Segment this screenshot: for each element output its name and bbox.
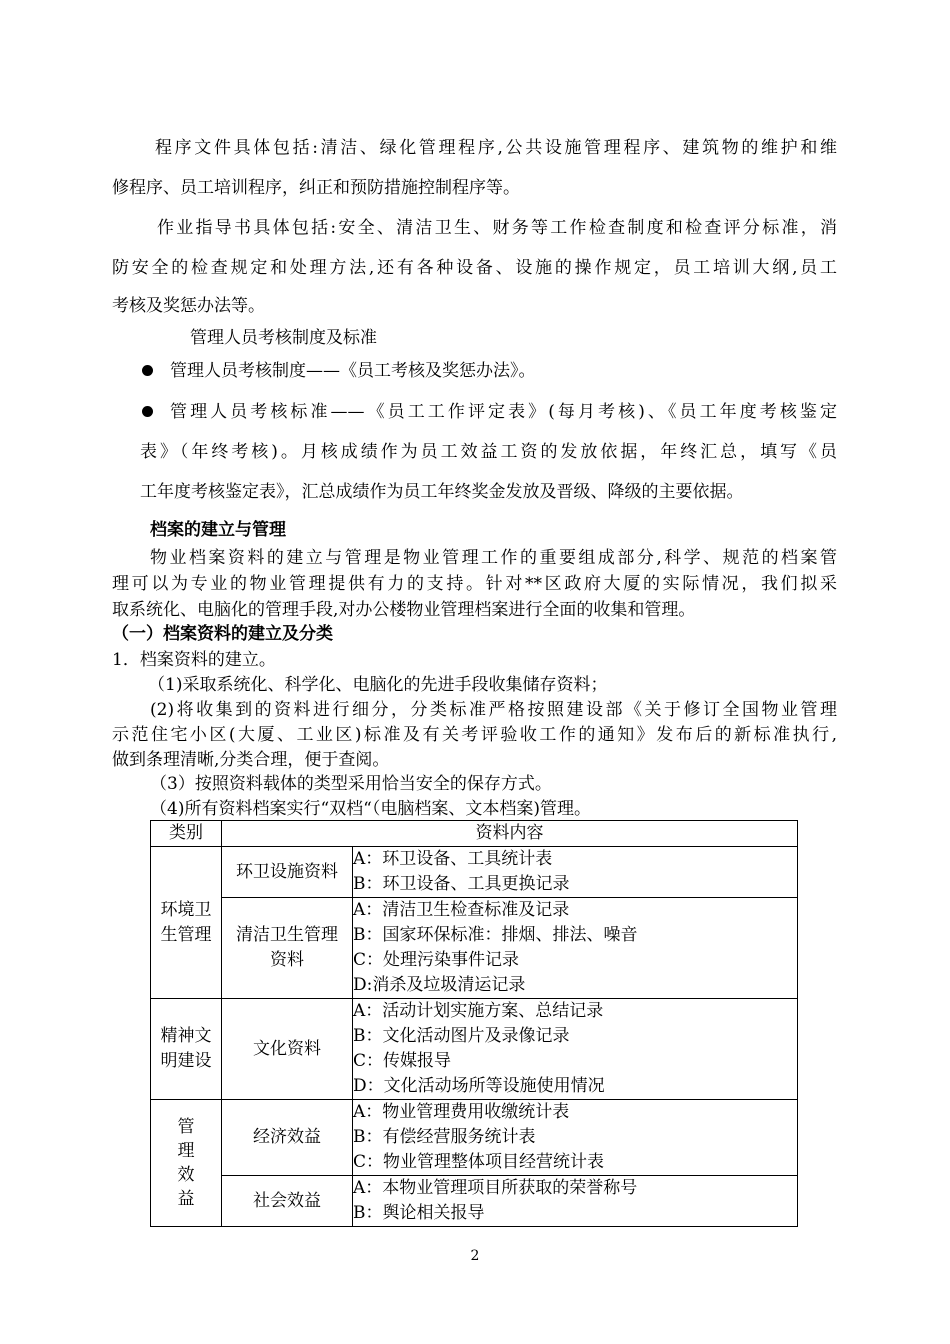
category-line: 明建设 — [160, 1051, 212, 1071]
paragraph-procedure-line1: 程序文件具体包括:清洁、绿化管理程序,公共设施管理程序、建筑物的维护和维 — [155, 138, 837, 158]
heading-archive: 档案的建立与管理 — [150, 520, 286, 540]
table-category-cell — [151, 847, 222, 999]
sub-line: 文化资料 — [253, 1038, 321, 1059]
table-items-cell — [353, 999, 798, 1100]
list-item: B：文化活动图片及录像记录 — [353, 1026, 570, 1046]
table-header-content: 资料内容 — [222, 821, 798, 847]
paragraph-guide-line2: 防安全的检查规定和处理方法,还有各种设备、设施的操作规定，员工培训大纲,员工 — [112, 258, 837, 278]
table-row — [151, 898, 798, 999]
paragraph-archive-line3: 取系统化、电脑化的管理手段,对办公楼物业管理档案进行全面的收集和管理。 — [112, 600, 696, 620]
paragraph-archive-line2: 理可以为专业的物业管理提供有力的支持。针对**区政府大厦的实际情况，我们拟采 — [112, 574, 837, 594]
bullet-dot-icon — [142, 406, 153, 417]
heading-exam-system: 管理人员考核制度及标准 — [190, 328, 377, 348]
sub-line: 清洁卫生管理 — [236, 925, 338, 945]
sub-line: 经济效益 — [253, 1127, 321, 1147]
list-item: C：物业管理整体项目经营统计表 — [353, 1152, 605, 1172]
table-items-cell — [353, 1100, 798, 1176]
category-line: 生管理 — [160, 924, 212, 945]
archive-table — [150, 820, 798, 1227]
category-vertical-text — [176, 1115, 196, 1211]
table-items-cell — [353, 847, 798, 898]
sub-item-2-line1: (2)将收集到的资料进行细分，分类标准严格按照建设部《关于修订全国物业管理 — [150, 700, 837, 720]
category-char: 管 — [177, 1116, 195, 1137]
table-items-cell — [353, 1176, 798, 1227]
bullet-item-1: 管理人员考核制度——《员工考核及奖惩办法》。 — [170, 361, 536, 381]
table-items-cell — [353, 898, 798, 999]
table-category-cell — [151, 1100, 222, 1227]
category-line: 环境卫 — [160, 899, 212, 920]
list-item-1: 1．档案资料的建立。 — [112, 650, 276, 670]
page-number: 2 — [470, 1248, 480, 1264]
list-item: D：文化活动场所等设施使用情况 — [353, 1076, 605, 1096]
sub-item-1: （1)采取系统化、科学化、电脑化的先进手段收集储存资料； — [148, 675, 608, 695]
bullet-dot-icon — [142, 365, 153, 376]
category-char: 效 — [177, 1164, 195, 1185]
category-char: 理 — [177, 1140, 195, 1161]
paragraph-archive-line1: 物业档案资料的建立与管理是物业管理工作的重要组成部分,科学、规范的档案管 — [150, 548, 837, 568]
list-item: B：环卫设备、工具更换记录 — [353, 874, 570, 894]
table-sub-cell — [222, 999, 353, 1100]
table-category-cell — [151, 999, 222, 1100]
table-sub-cell — [222, 898, 353, 999]
list-item: C：传媒报导 — [353, 1051, 452, 1071]
list-item: B：有偿经营服务统计表 — [353, 1127, 536, 1147]
table-row — [151, 847, 798, 898]
sub-item-3: （3）按照资料载体的类型采用恰当安全的保存方式。 — [150, 774, 552, 794]
table-sub-cell — [222, 1176, 353, 1227]
category-line: 精神文 — [160, 1026, 212, 1046]
sub-line: 环卫设施资料 — [236, 861, 338, 882]
table-header-row — [151, 821, 798, 847]
sub-item-2-line3: 做到条理清晰,分类合理，便于查阅。 — [112, 750, 390, 770]
bullet-item-2-line3: 工年度考核鉴定表》，汇总成绩作为员工年终奖金发放及晋级、降级的主要依据。 — [140, 482, 744, 502]
sub-line: 社会效益 — [253, 1190, 321, 1211]
table-row — [151, 1100, 798, 1176]
list-item: A：活动计划实施方案、总结记录 — [353, 1001, 604, 1021]
paragraph-procedure-line2: 修程序、员工培训程序，纠正和预防措施控制程序等。 — [112, 178, 520, 198]
paragraph-guide-line1: 作业指导书具体包括:安全、清洁卫生、财务等工作检查制度和检查评分标准，消 — [157, 218, 837, 238]
list-item: A：清洁卫生检查标准及记录 — [353, 900, 570, 920]
list-item: D:消杀及垃圾清运记录 — [353, 975, 526, 995]
sub-line: 资料 — [270, 950, 304, 970]
section-heading-archive-classification: （一）档案资料的建立及分类 — [112, 624, 333, 644]
list-item: C：处理污染事件记录 — [353, 950, 520, 970]
table-sub-cell — [222, 847, 353, 898]
table-header-category: 类别 — [151, 821, 222, 847]
sub-item-4: （4)所有资料档案实行“双档“（电脑档案、文本档案)管理。 — [150, 799, 591, 819]
list-item: A：环卫设备、工具统计表 — [353, 849, 553, 869]
sub-item-2-line2: 示范住宅小区(大厦、工业区)标准及有关考评验收工作的通知》发布后的新标准执行, — [112, 725, 837, 745]
table-row — [151, 999, 798, 1100]
bullet-item-2-line2: 表》（年终考核)。月核成绩作为员工效益工资的发放依据，年终汇总，填写《员 — [140, 442, 837, 462]
table-sub-cell — [222, 1100, 353, 1176]
list-item: A：本物业管理项目所获取的荣誉称号 — [353, 1178, 638, 1198]
paragraph-guide-line3: 考核及奖惩办法等。 — [112, 296, 265, 316]
list-item: B：舆论相关报导 — [353, 1203, 485, 1223]
table-row — [151, 1176, 798, 1227]
bullet-item-2-line1: 管理人员考核标准——《员工工作评定表》(每月考核)、《员工年度考核鉴定 — [170, 402, 837, 422]
category-char: 益 — [177, 1188, 195, 1209]
list-item: A：物业管理费用收缴统计表 — [353, 1102, 570, 1122]
list-item: B：国家环保标准：排烟、排法、噪音 — [353, 925, 638, 945]
